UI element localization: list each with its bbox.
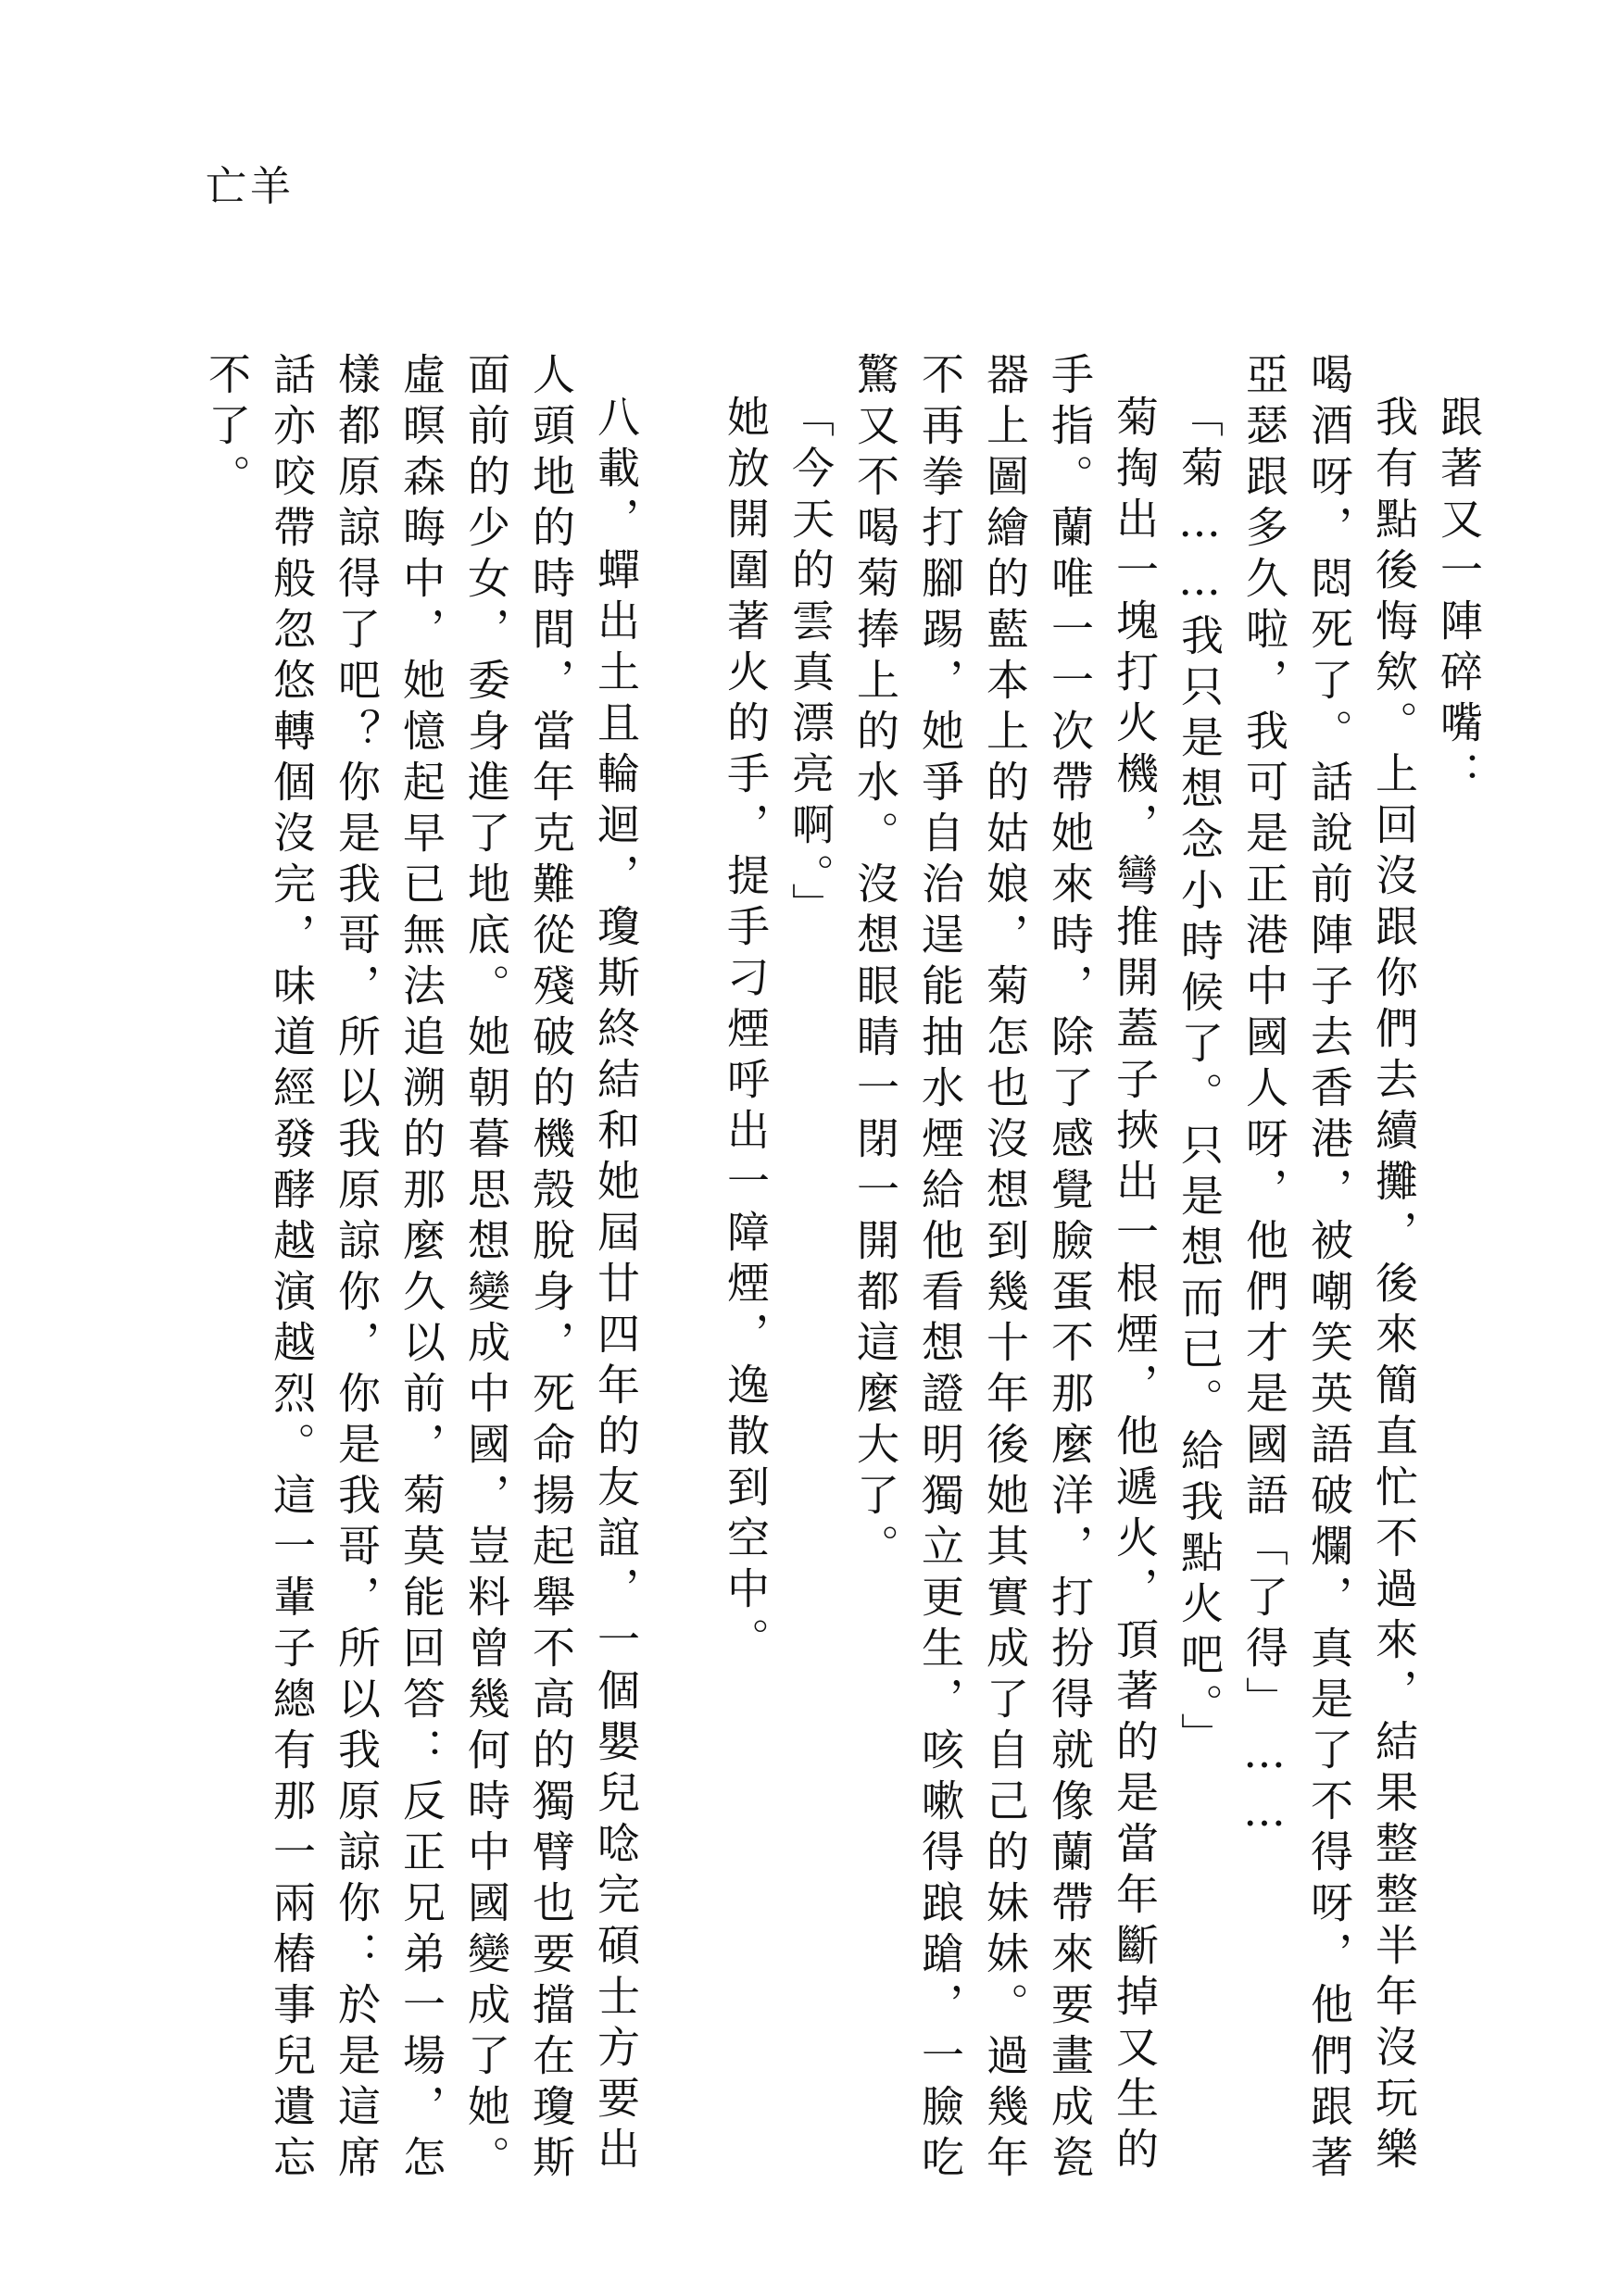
- paragraph: 八載，蟬出土且輪迴，瓊斯終結和她屆廿四年的友誼，一個嬰兒唸完碩士方要出人頭地的時間，當年克難從殘破的機殼脫身，死命揚起舉不高的獨臂也要擋在瓊斯面前的少女，委身進了地底。她朝暮思想變成中國，豈料曾幾何時中國變成了她。虛暝森晦中，她憶起早已無法追溯的那麼久以前，菊莫能回答：反正兄弟一場，怎樣都原諒得了吧？你是我哥，所以我原諒你，你是我哥，所以我原諒你：於是這席話亦咬帶般忽悠轉個沒完，味道經發酵越演越烈。這一輩子總有那一兩樁事兒遺忘不了。: [202, 352, 641, 2186]
- quote-paragraph: 「菊……我只是想念小時候了。只是想而已。給我點火吧。」: [1175, 395, 1225, 1763]
- vertical-text-body: [83, 352, 1491, 2186]
- paragraph: 跟著又一陣碎嘴：: [1434, 395, 1484, 802]
- paragraph: 她放開圍著火的手，提手刁煙呼出一障煙，逸散到空中。: [721, 395, 771, 1668]
- paragraph: 菊掏出一塊打火機，彎推開蓋子挾出一根煙，他遞火，頂著的是當年斷掉又生的手指。蘭唯一一次帶她來時，除了感覺臉蛋不那麼洋，打扮得就像蘭帶來要畫成瓷器上圖繪的藍本上的姑娘，菊怎也沒想到幾十年後她其實成了自己的妹妹。過幾年不再拳打腳踢，她爭自治逞能抽水煙給他看想證明獨立更生，咳嗽得踉蹌，一臉吃驚又不喝菊捧上的水。沒想眼睛一閉一開都這麼大了。: [850, 352, 1160, 2186]
- page-title: 亡羊: [206, 163, 295, 210]
- paragraph: 我有點後悔欸。上回沒跟你們去續攤，後來簡直忙不過來，結果整整半年沒玩樂喝酒呀，悶死了。話說前陣子去香港，被嘲笑英語破爛，真是了不得呀，他們跟著亞瑟跟多久啦，我可是正港中國人呀，他們才是國語「了得」……: [1239, 352, 1419, 2186]
- quote-paragraph: 「今天的雲真漂亮啊。」: [785, 395, 836, 934]
